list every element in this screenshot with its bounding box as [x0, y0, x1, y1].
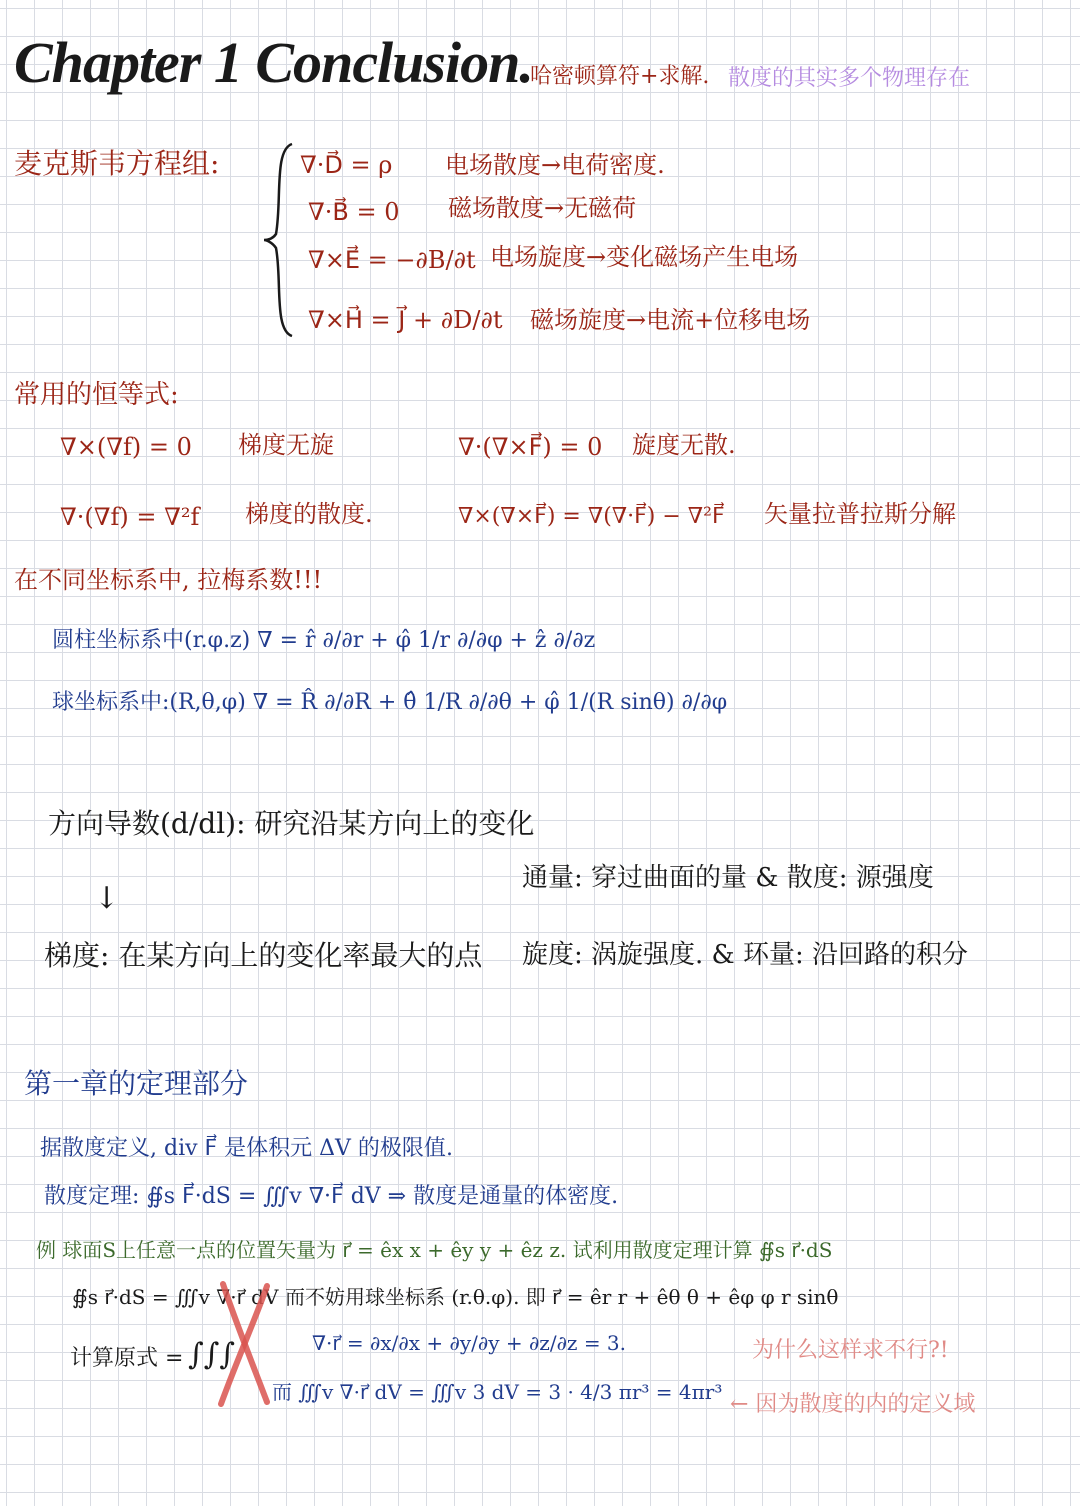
identity-note-2: 旋度无散.: [632, 431, 736, 459]
down-arrow-icon: ↓: [94, 881, 120, 916]
identity-formula-4: ∇×(∇×F⃗) = ∇(∇·F⃗) − ∇²F⃗: [458, 504, 725, 529]
identity-formula-1: ∇×(∇f) = 0: [60, 433, 192, 461]
curl-line: 旋度: 涡旋强度. & 环量: 沿回路的积分: [522, 940, 968, 970]
identity-note-4: 矢量拉普拉斯分解: [764, 500, 956, 528]
flux-line: 通量: 穿过曲面的量 & 散度: 源强度: [522, 863, 934, 893]
theorem-heading: 第一章的定理部分: [24, 1067, 249, 1100]
example-line: 例 球面S上任意一点的位置矢量为 r⃗ = êx x + êy y + êz z. 试利用散度定理计算 ∯s r⃗·dS: [36, 1238, 833, 1262]
header-side-note: 散度的其实多个物理存在: [728, 66, 971, 91]
solution-step-2-label: 计算原式 =: [70, 1346, 184, 1371]
maxwell-heading: 麦克斯韦方程组:: [14, 147, 220, 180]
maxwell-note-2: 磁场散度→无磁荷: [448, 194, 637, 222]
solution-step-4: 而 ∭v ∇·r⃗ dV = ∭v 3 dV = 3 · 4/3 πr³ = 4πr³: [272, 1380, 723, 1404]
solution-step-2-formula: ∫∫∫: [188, 1337, 235, 1372]
maxwell-brace: [262, 140, 302, 340]
maxwell-formula-4: ∇×H⃗ = J⃗ + ∂D/∂t: [308, 306, 503, 334]
cross-out-mark: [215, 1280, 275, 1410]
solution-step-1b: 而不妨用球坐标系 (r.θ.φ). 即 r⃗ = êr r + êθ θ + êφ φ r sinθ: [285, 1285, 839, 1309]
coords-heading: 在不同坐标系中, 拉梅系数!!!: [14, 566, 323, 594]
gradient-line: 梯度: 在某方向上的变化率最大的点: [44, 939, 483, 972]
solution-step-3: ∇·r⃗ = ∂x/∂x + ∂y/∂y + ∂z/∂z = 3.: [312, 1331, 627, 1355]
maxwell-note-3: 电场旋度→变化磁场产生电场: [490, 243, 799, 271]
theorem-line-2: 散度定理: ∯s F⃗·dS = ∭v ∇·F⃗ dV ⇒ 散度是通量的体密度.: [44, 1184, 619, 1209]
identity-formula-3: ∇·(∇f) = ∇²f: [60, 503, 200, 531]
header-note: 哈密顿算符+求解.: [530, 64, 710, 89]
identities-heading: 常用的恒等式:: [14, 380, 179, 410]
side-answer: ← 因为散度的内的定义域: [730, 1392, 976, 1417]
page-title: Chapter 1 Conclusion.: [14, 30, 533, 95]
maxwell-formula-1: ∇·D⃗ = ρ: [300, 151, 393, 179]
maxwell-formula-2: ∇·B⃗ = 0: [308, 198, 400, 226]
maxwell-note-4: 磁场旋度→电流+位移电场: [530, 306, 811, 334]
side-question: 为什么这样求不行?!: [752, 1338, 949, 1363]
cylindrical-line: 圆柱坐标系中(r.φ.z) ∇ = r̂ ∂/∂r + φ̂ 1/r ∂/∂φ + ẑ ∂/∂z: [52, 628, 596, 653]
maxwell-formula-3: ∇×E⃗ = −∂B/∂t: [308, 246, 476, 274]
identity-note-3: 梯度的散度.: [245, 500, 373, 528]
maxwell-note-1: 电场散度→电荷密度.: [445, 151, 665, 179]
solution-step-1: ∯s r⃗·dS = ∭v ∇·r⃗ dV: [72, 1285, 279, 1309]
directional-derivative-line: 方向导数(d/dl): 研究沿某方向上的变化: [48, 807, 535, 840]
identity-formula-2: ∇·(∇×F⃗) = 0: [458, 433, 603, 461]
spherical-line: 球坐标系中:(R,θ,φ) ∇ = R̂ ∂/∂R + θ̂ 1/R ∂/∂θ + φ̂ 1/(R sinθ) ∂/∂φ: [52, 690, 728, 715]
identity-note-1: 梯度无旋: [238, 431, 334, 459]
theorem-line-1: 据散度定义, div F⃗ 是体积元 ΔV 的极限值.: [40, 1136, 453, 1161]
